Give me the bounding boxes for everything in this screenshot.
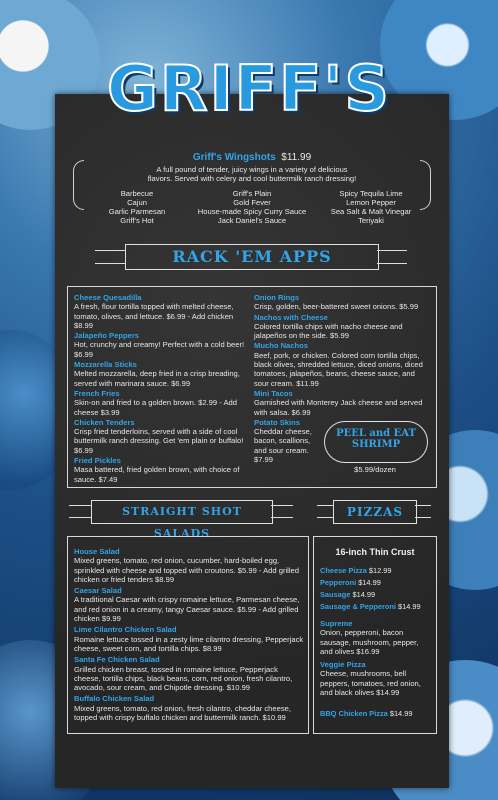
pizzas-simple-list <box>320 565 432 613</box>
menu-item: French Fries Skin-on and fried to a golden brown. $2.99 - Add cheese $3.99 <box>74 388 237 417</box>
flavor: Spicy Tequila Lime <box>339 189 403 198</box>
apps-left-column <box>74 293 248 484</box>
banner-ribbon-right <box>377 250 407 264</box>
wingshots-name: Griff's Wingshots <box>192 152 276 163</box>
wingshots-price: $11.99 <box>281 152 312 163</box>
flavor: Griff's Plain <box>232 189 272 198</box>
flavors-col-3 <box>313 189 429 225</box>
menu-item: Mucho Nachos Beef, pork, or chicken. Colored corn tortilla chips, black olives, shredded lettuce, diced onions, diced tomatoes, jalapeños, beans, cheese sauce, and sour cream. $11.99 <box>254 341 423 388</box>
menu-item: Buffalo Chicken Salad Mixed greens, tomato, red onion, fresh cilantro, cheddar cheese, topped with crispy buffalo chicken and buttermilk ranch. $10.99 <box>74 694 291 723</box>
pizzas-box <box>313 536 437 734</box>
menu-item: House Salad Mixed greens, tomato, red onion, cucumber, hard-boiled egg, sprinkled with cheese and topped with croutons. $5.99 - Add grilled chicken or fried tenders $8.99 <box>74 547 299 584</box>
menu-item: Potato Skins Cheddar cheese, bacon, scallions, and sour cream. $7.99 <box>254 417 312 465</box>
shrimp-price: $5.99/dozen <box>354 465 396 474</box>
flavor: Griff's Hot <box>120 216 154 225</box>
menu-item: Santa Fe Chicken Salad Grilled chicken breast, tossed in romaine lettuce, Pepperjack cheese, tortilla chips, black beans, corn, red onion, fresh cilantro, avocado, sour cream, and Chipotle dressing. $10.99 <box>74 655 293 693</box>
pizzas-banner: PIZZAS <box>333 500 417 524</box>
restaurant-logo-title: GRIFF'S <box>106 52 392 125</box>
pizzas-subheading: 16-inch Thin Crust <box>335 547 415 557</box>
menu-item: Fried Pickles Masa battered, fried golden brown, with choice of sauce. $7.49 <box>74 456 240 484</box>
wingshots-description: A full pound of tender, juicy wings in a variety of delicious flavors. Served with celery and cool buttermilk ranch dressing! <box>147 165 357 183</box>
apps-banner: RACK 'EM APPS <box>125 244 379 270</box>
menu-item: Onion Rings Crisp, golden, beer-battered sweet onions. $5.99 <box>254 293 419 312</box>
flavors-col-1 <box>87 189 187 225</box>
salads-banner: STRAIGHT SHOT SALADS <box>91 500 273 524</box>
flavor: Barbecue <box>120 189 154 198</box>
flavor: Cajun <box>127 198 147 207</box>
menu-item: Lime Cilantro Chicken Salad Romaine lettuce tossed in a zesty lime cilantro dressing, Pepperjack cheese, sweet corn, and tortilla chips. $8.99 <box>74 625 304 653</box>
flavor: Lemon Pepper <box>346 198 396 207</box>
left-bracket <box>73 160 84 210</box>
salads-box <box>67 536 309 734</box>
pizza-item: Pepperoni $14.99 <box>320 578 381 587</box>
shrimp-badge <box>324 421 428 463</box>
menu-item: Mozzarella Sticks Melted mozzarella, deep fried in a crisp breading, served with marinara sauce. $6.99 <box>74 360 240 388</box>
menu-item: Cheese Quesadilla A fresh, flour tortilla topped with melted cheese, tomato, olives, and lettuce. $6.99 - Add chicken $8.99 <box>74 293 234 330</box>
flavor: Gold Fever <box>233 198 271 207</box>
flavors-col-2 <box>187 189 317 225</box>
pizza-item: Sausage & Pepperoni $14.99 <box>320 602 421 611</box>
salads-list <box>74 547 304 722</box>
banner-ribbon-left <box>95 250 125 264</box>
apps-box <box>67 286 437 488</box>
banner-ribbon-left <box>69 505 91 518</box>
menu-item: Jalapeño Peppers Hot, crunchy and creamy! Perfect with a cold beer! $6.99 <box>74 331 245 359</box>
menu-item: Veggie Pizza Cheese, mushrooms, bell peppers, tomatoes, red onion, and black olives $14.99 <box>320 660 421 698</box>
wingshots-header <box>55 152 449 163</box>
flavor: Jack Daniel's Sauce <box>217 216 287 225</box>
menu-item: Nachos with Cheese Colored tortilla chips with nacho cheese and jalapeños on the side. $5.99 <box>254 312 403 341</box>
shrimp-title: PEEL and EAT SHRIMP <box>336 428 416 450</box>
flavor: House-made Spicy Curry Sauce <box>197 207 307 216</box>
banner-ribbon-right <box>415 505 431 518</box>
banner-ribbon-right <box>271 505 293 518</box>
pizza-item: Cheese Pizza $12.99 <box>320 566 392 575</box>
banner-ribbon-left <box>317 505 333 518</box>
flavor: Teriyaki <box>358 216 384 225</box>
pizza-item: Sausage $14.99 <box>320 590 376 599</box>
pizzas-specialty-list <box>320 619 432 697</box>
flavor: Sea Salt & Malt Vinegar <box>330 207 412 216</box>
menu-item: Mini Tacos Garnished with Monterey Jack cheese and served with salsa. $6.99 <box>254 388 423 417</box>
flavor: Garlic Parmesan <box>108 207 166 216</box>
chalkboard-panel <box>55 94 449 788</box>
menu-item: Chicken Tenders Crisp fried tenderloins, served with a side of cool buttermilk ranch dressing. Get 'em plain or buffalo! $6.99 <box>74 417 244 455</box>
pizza-item-bbq: BBQ Chicken Pizza $14.99 <box>320 709 413 718</box>
menu-item: Caesar Salad A traditional Caesar with crispy romaine lettuce, Parmesan cheese, and red onion in a creamy, tangy Caesar sauce. $5.99 - Add grilled chicken $9.99 <box>74 586 300 624</box>
menu-item: Supreme Onion, pepperoni, bacon sausage, mushroom, pepper, and olives $16.99 <box>320 619 419 656</box>
